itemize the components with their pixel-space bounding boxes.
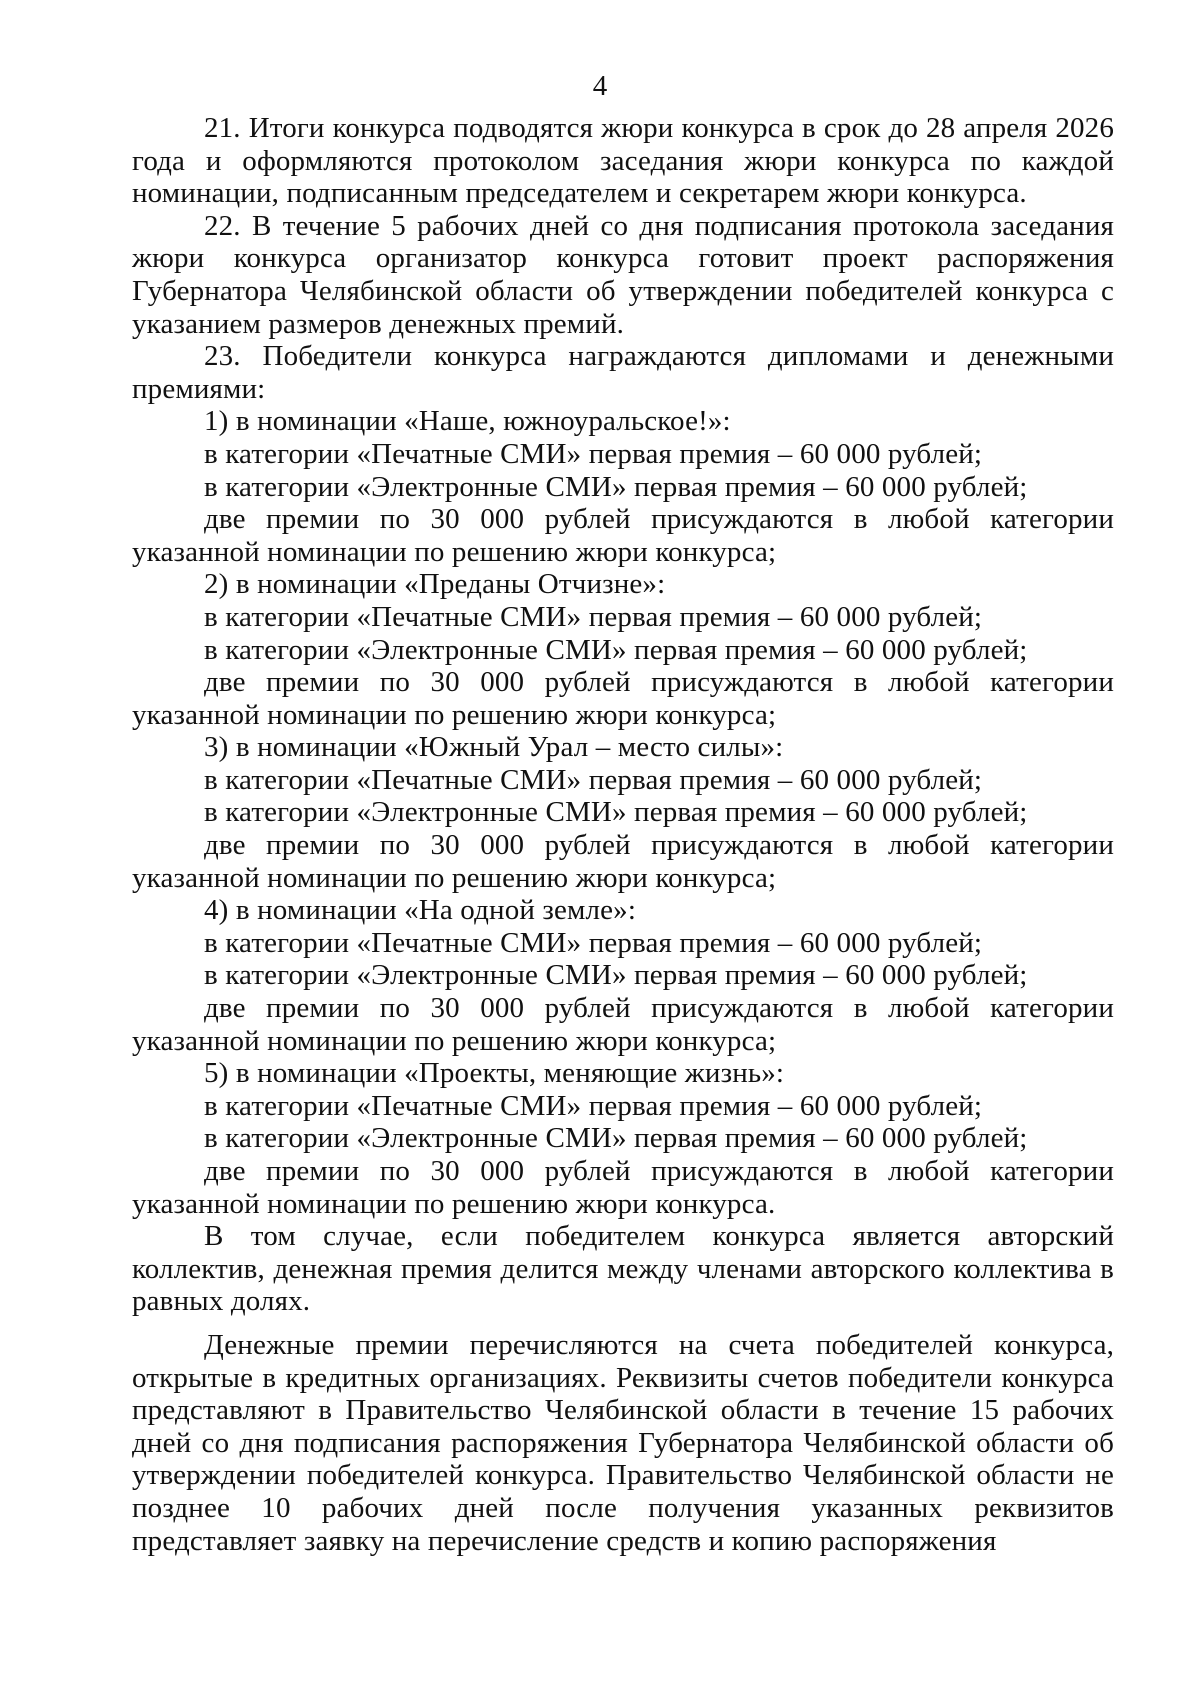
nomination-5-electronic: в категории «Электронные СМИ» первая премия – 60 000 рублей; (204, 1122, 1028, 1155)
nomination-1-electronic: в категории «Электронные СМИ» первая премия – 60 000 рублей; (204, 470, 1028, 503)
nomination-4-electronic: в категории «Электронные СМИ» первая премия – 60 000 рублей; (204, 959, 1028, 992)
document-body (132, 112, 1114, 1557)
paragraph-payment: Денежные премии перечисляются на счета победителей конкурса, открытые в кредитных организациях. Реквизиты счетов победители конкурса представляют в Правительство Челябинской области в течение 15 рабочих дней со дня подписания распоряжения Губернатора Челябинской области об утверждении победителей конкурса. Правительство Челябинской области не позднее 10 рабочих дней после получения указанных реквизитов представляет заявку на перечисление средств и копию распоряжения (132, 1328, 1114, 1557)
nomination-3-print: в категории «Печатные СМИ» первая премия – 60 000 рублей; (204, 763, 983, 796)
paragraph-21: 21. Итоги конкурса подводятся жюри конкурса в срок до 28 апреля 2026 года и оформляются протоколом заседания жюри конкурса по каждой номинации, подписанным председателем и секретарем жюри конкурса. (132, 112, 1114, 210)
paragraph-23: 23. Победители конкурса награждаются дипломами и денежными премиями: (132, 340, 1114, 405)
nomination-4-extra: две премии по 30 000 рублей присуждаются в любой категории указанной номинации по решению жюри конкурса; (132, 992, 1114, 1057)
page-number: 4 (592, 70, 608, 102)
nomination-2-print: в категории «Печатные СМИ» первая премия – 60 000 рублей; (204, 600, 983, 633)
nomination-5-title: 5) в номинации «Проекты, меняющие жизнь»: (204, 1057, 785, 1090)
paragraph-22: 22. В течение 5 рабочих дней со дня подписания протокола заседания жюри конкурса организатор конкурса готовит проект распоряжения Губернатора Челябинской области об утверждении победителей конкурса с указанием размеров денежных премий. (132, 209, 1114, 340)
nomination-1-print: в категории «Печатные СМИ» первая премия – 60 000 рублей; (204, 437, 983, 470)
nomination-4-print: в категории «Печатные СМИ» первая премия – 60 000 рублей; (204, 926, 983, 959)
nomination-2-title: 2) в номинации «Преданы Отчизне»: (204, 568, 666, 601)
paragraph-collective: В том случае, если победителем конкурса является авторский коллектив, денежная премия делится между членами авторского коллектива в равных долях. (132, 1220, 1114, 1318)
nomination-2-extra: две премии по 30 000 рублей присуждаются в любой категории указанной номинации по решению жюри конкурса; (132, 666, 1114, 731)
nomination-3-title: 3) в номинации «Южный Урал – место силы»: (204, 731, 784, 764)
nomination-4-title: 4) в номинации «На одной земле»: (204, 894, 637, 927)
nomination-1-title: 1) в номинации «Наше, южноуральское!»: (204, 405, 731, 438)
nomination-5-print: в категории «Печатные СМИ» первая премия – 60 000 рублей; (204, 1089, 983, 1122)
nomination-2-electronic: в категории «Электронные СМИ» первая премия – 60 000 рублей; (204, 633, 1028, 666)
nomination-3-electronic: в категории «Электронные СМИ» первая премия – 60 000 рублей; (204, 796, 1028, 829)
nomination-3-extra: две премии по 30 000 рублей присуждаются в любой категории указанной номинации по решению жюри конкурса; (132, 829, 1114, 894)
nomination-5-extra: две премии по 30 000 рублей присуждаются в любой категории указанной номинации по решению жюри конкурса. (132, 1155, 1114, 1220)
nomination-1-extra: две премии по 30 000 рублей присуждаются в любой категории указанной номинации по решению жюри конкурса; (132, 503, 1114, 568)
